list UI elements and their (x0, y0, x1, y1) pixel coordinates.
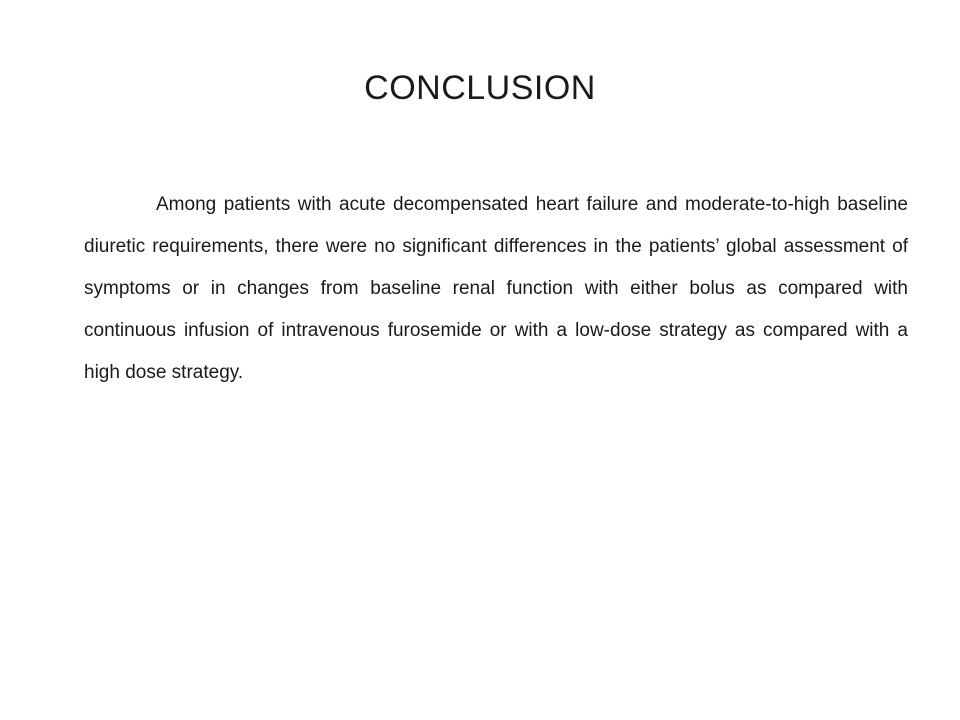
slide-title: CONCLUSION (364, 69, 596, 107)
conclusion-paragraph: Among patients with acute decompensated heart failure and moderate-to-high baseline diuretic requirements, there were no significant differences in the patients’ global assessment of symptoms or in changes from baseline renal function with either bolus as compared with continuous infusion of intravenous furosemide or with a low-dose strategy as compared with a high dose strategy. (84, 194, 908, 383)
